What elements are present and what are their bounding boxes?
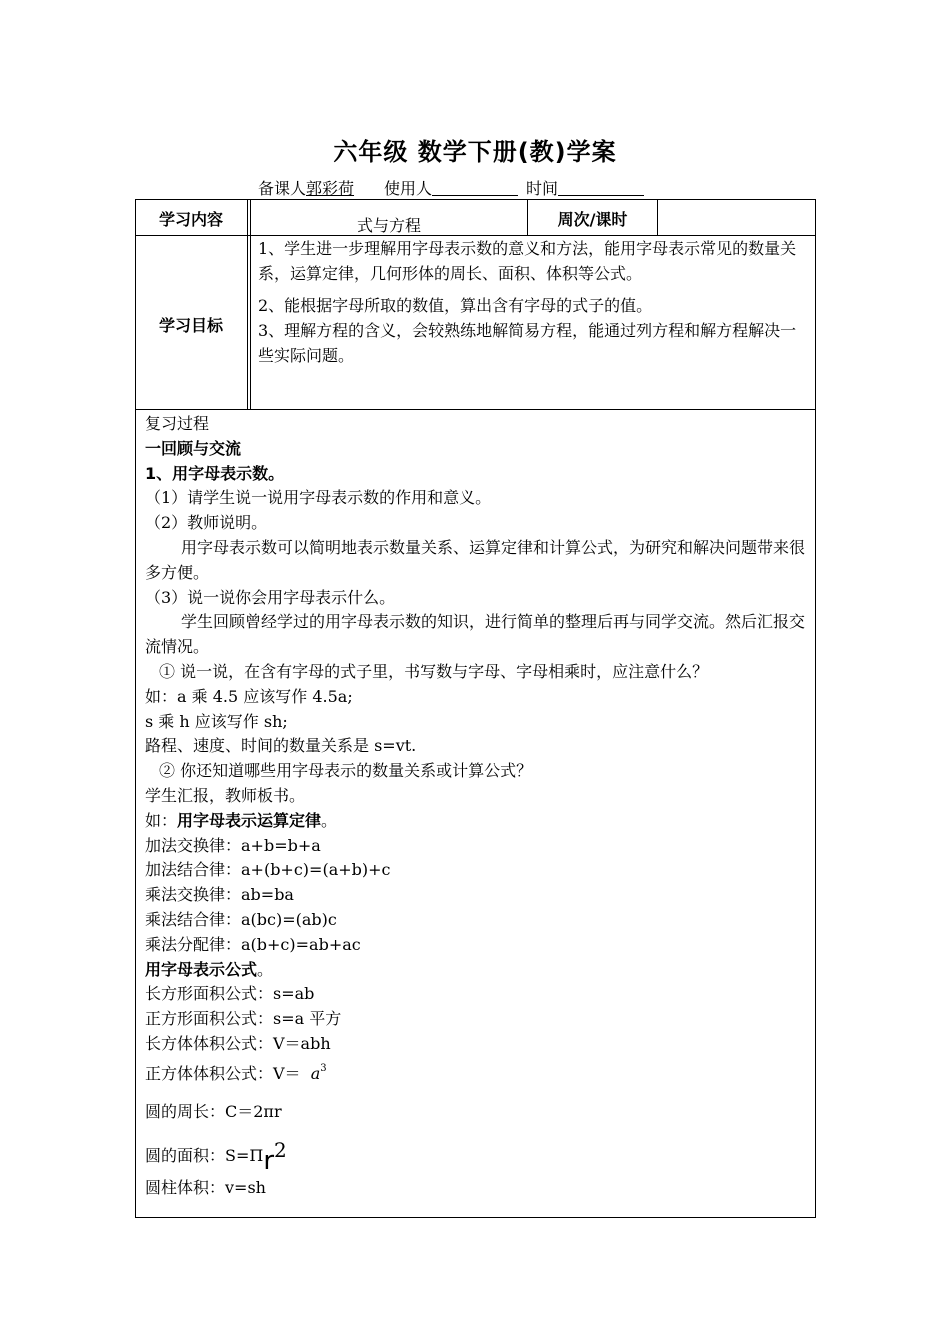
math-exponent: 3 [320, 1062, 327, 1074]
preparer-name: 郭彩荷 [306, 179, 355, 198]
formula-line: 圆的面积：S=Πr2 [145, 1137, 287, 1176]
user-label: 使用人 [384, 179, 433, 198]
section-heading: 一回顾与交流 [145, 438, 242, 458]
review-heading: 复习过程 [145, 414, 210, 433]
page-title: 六年级 数学下册(教)学案 [333, 138, 617, 166]
goal-item: 1、学生进一步理解用字母表示数的意义和方法，能用字母表示常见的数量关系，运算定律，几何形体的周长、面积、体积等公式。 [258, 239, 797, 283]
col-divider-week-right [657, 199, 658, 235]
text-line: （1）请学生说一说用字母表示数的作用和意义。 [145, 488, 492, 508]
time-blank [558, 180, 644, 196]
math-variable: a [310, 1063, 321, 1083]
goal-item: 3、理解方程的含义，会较熟练地解简易方程，能通过列方程和解方程解决一些实际问题。 [258, 321, 797, 365]
emphasis-text: 用字母表示运算定律 [177, 810, 322, 830]
formula-line: 乘法结合律：a(bc)=(ab)c [145, 909, 337, 929]
formula-line: 乘法分配律：a(b+c)=ab+ac [145, 934, 361, 954]
text-paragraph: 学生回顾曾经学过的用字母表示数的知识，进行简单的整理后再与同学交流。然后汇报交流情况。 [145, 612, 806, 657]
text-line: ② 你还知道哪些用字母表示的数量关系或计算公式？ [159, 761, 533, 781]
preparer-label: 备课人 [258, 179, 307, 198]
formula-line: 长方体体积公式：V＝abh [145, 1033, 331, 1053]
text-line: （3）说一说你会用字母表示什么。 [145, 587, 396, 607]
formula-line: 加法交换律：a+b=b+a [145, 835, 321, 855]
goals-label: 学习目标 [158, 316, 223, 335]
text-line: 路程、速度、时间的数量关系是 s=vt. [145, 736, 417, 756]
formula-line: 圆的周长：C＝2πr [145, 1101, 282, 1121]
text-line: 如：a 乘 4.5 应该写作 4.5a; [145, 686, 353, 706]
formula-line: 正方体体积公式：$V= a^3$ [145, 1062, 327, 1083]
text-line: s 乘 h 应该写作 sh; [145, 711, 288, 731]
goal-item: 2、能根据字母所取的数值，算出含有字母的式子的值。 [258, 296, 653, 315]
row-divider-2 [135, 409, 816, 410]
math-variable: r [263, 1145, 275, 1176]
text-line: 如：用字母表示运算定律。 [145, 810, 338, 830]
formula-line: 长方形面积公式：s=ab [145, 984, 315, 1004]
header-meta [258, 176, 644, 199]
time-label: 时间 [526, 179, 559, 198]
formula-line: 加法结合律：a+(b+c)=(a+b)+c [145, 860, 391, 880]
formula-line: 乘法交换律：ab=ba [145, 885, 294, 905]
emphasis-text: 用字母表示公式 [145, 959, 258, 979]
user-blank [432, 180, 518, 196]
review-section [145, 412, 810, 1206]
content-label: 学习内容 [158, 210, 223, 229]
col-divider-main [247, 199, 248, 409]
week-label: 周次/课时 [557, 210, 628, 229]
text-line: ① 说一说，在含有字母的式子里，书写数与字母、字母相乘时，应注意什么？ [159, 661, 709, 681]
text-line: 学生汇报，教师板书。 [145, 785, 306, 805]
math-exponent: 2 [274, 1137, 287, 1162]
formula-line: 圆柱体积：v=sh [145, 1177, 266, 1197]
text-paragraph: 用字母表示数可以简明地表示数量关系、运算定律和计算公式，为研究和解决问题带来很多方便。 [145, 537, 806, 582]
text-line: （2）教师说明。 [145, 513, 268, 533]
subsection-heading: 1、用字母表示数。 [145, 463, 285, 483]
formula-line: 正方形面积公式：s=a 平方 [145, 1009, 342, 1029]
text-line: 用字母表示公式。 [145, 959, 274, 979]
content-value: 式与方程 [356, 216, 421, 235]
goals-list [258, 236, 810, 368]
